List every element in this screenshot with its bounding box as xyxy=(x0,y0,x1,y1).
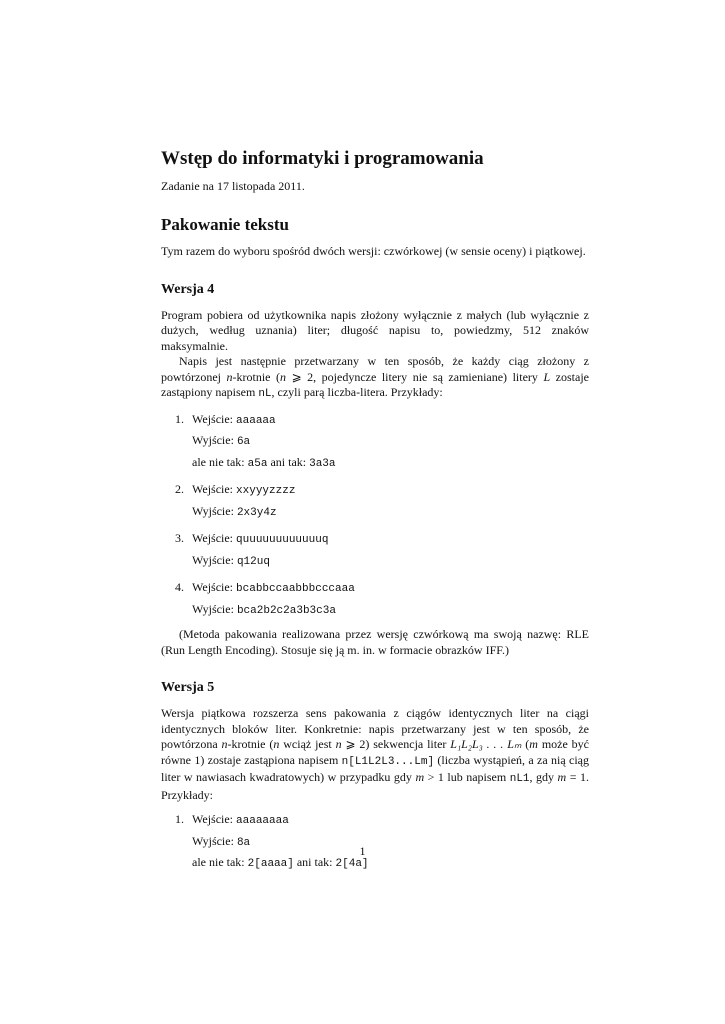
example-input: Wejście: aaaaaa xyxy=(192,411,276,427)
example-output: Wyjście: q12uq xyxy=(192,552,270,568)
example-item: 2. Wejście: xxyyyzzzz Wyjście: 2x3y4z xyxy=(161,480,589,523)
example-input: Wejście: quuuuuuuuuuuuq xyxy=(192,531,329,546)
section-heading: Pakowanie tekstu xyxy=(161,215,289,234)
example-output: Wyjście: 2x3y4z xyxy=(192,503,277,519)
example-note: ale nie tak: 2[aaaa] ani tak: 2[4a] xyxy=(192,855,369,870)
example-input: Wejście: aaaaaaaa xyxy=(192,812,289,827)
example-input: Wejście: bcabbccaabbbcccaaa xyxy=(192,580,355,595)
document-page xyxy=(161,147,589,881)
assignment-date: Zadanie na 17 listopada 2011. xyxy=(161,179,305,193)
example-item: 1. Wejście: aaaaaa Wyjście: 6a ale nie tak: a5a ani tak: 3a3a xyxy=(161,410,589,475)
document-title: Wstęp do informatyki i programowania xyxy=(161,148,484,169)
example-item: 3. Wejście: quuuuuuuuuuuuq Wyjście: q12uq xyxy=(161,529,589,572)
example-output: Wyjście: bca2b2c2a3b3c3a xyxy=(192,601,336,617)
version4-paragraph-1: Program pobiera od użytkownika napis złożony wyłącznie z małych (lub wyłącznie z dużych, według uznania) liter; długość napisu to, powiedzmy, 512 znaków maksymalnie. xyxy=(161,307,589,353)
example-item: 4. Wejście: bcabbccaabbbcccaaa Wyjście: bca2b2c2a3b3c3a xyxy=(161,578,589,621)
section-intro: Tym razem do wyboru spośród dwóch wersji: czwórkowej (w sensie oceny) i piątkowej. xyxy=(161,244,586,258)
example-item: 1. Wejście: aaaaaaaa Wyjście: 8a ale nie tak: 2[aaaa] ani tak: 2[4a] xyxy=(161,810,589,875)
version5-heading: Wersja 5 xyxy=(161,680,215,695)
example-input: Wejście: xxyyyzzzz xyxy=(192,482,296,497)
example-output: Wyjście: 6a xyxy=(192,433,251,448)
rle-note: (Metoda pakowania realizowana przez wersję czwórkową ma swoją nazwę: RLE (Run Length Encoding). Stosuje się ją m. in. w formacie obrazków IFF.) xyxy=(161,627,589,657)
version4-paragraph-2: Napis jest następnie przetwarzany w ten sposób, że każdy ciąg złożony z powtórzonej n-krotnie (n ⩾ 2, pojedyncze litery nie są zamieniane) litery L zostaje zastąpiony napisem nL, czyli parą liczba-litera. Przykłady: xyxy=(161,354,589,400)
version4-heading: Wersja 4 xyxy=(161,281,215,297)
version5-paragraph: Wersja piątkowa rozszerza sens pakowania z ciągów identycznych liter na ciągi identycznych bloków liter. Konkretnie: napis przetwarzany jest w ten sposób, że powtórzona n-krotnie (n wciąż jest n ⩾ 2) sekwencja liter L₁L₂L₃ . . . Lₘ (m może być równe 1) zostaje zastąpiona napisem n[L1L2L3...Lm] (liczba wystąpień, a za nią ciąg liter w nawiasach kwadratowych) w przypadku gdy m > 1 lub napisem nL1, gdy m = 1. Przykłady: xyxy=(161,706,589,802)
version5-examples xyxy=(161,810,589,875)
page-number: 1 xyxy=(359,844,366,858)
example-output: Wyjście: 8a xyxy=(192,833,251,849)
example-note: ale nie tak: a5a ani tak: 3a3a xyxy=(192,454,336,470)
version4-examples xyxy=(161,410,589,622)
